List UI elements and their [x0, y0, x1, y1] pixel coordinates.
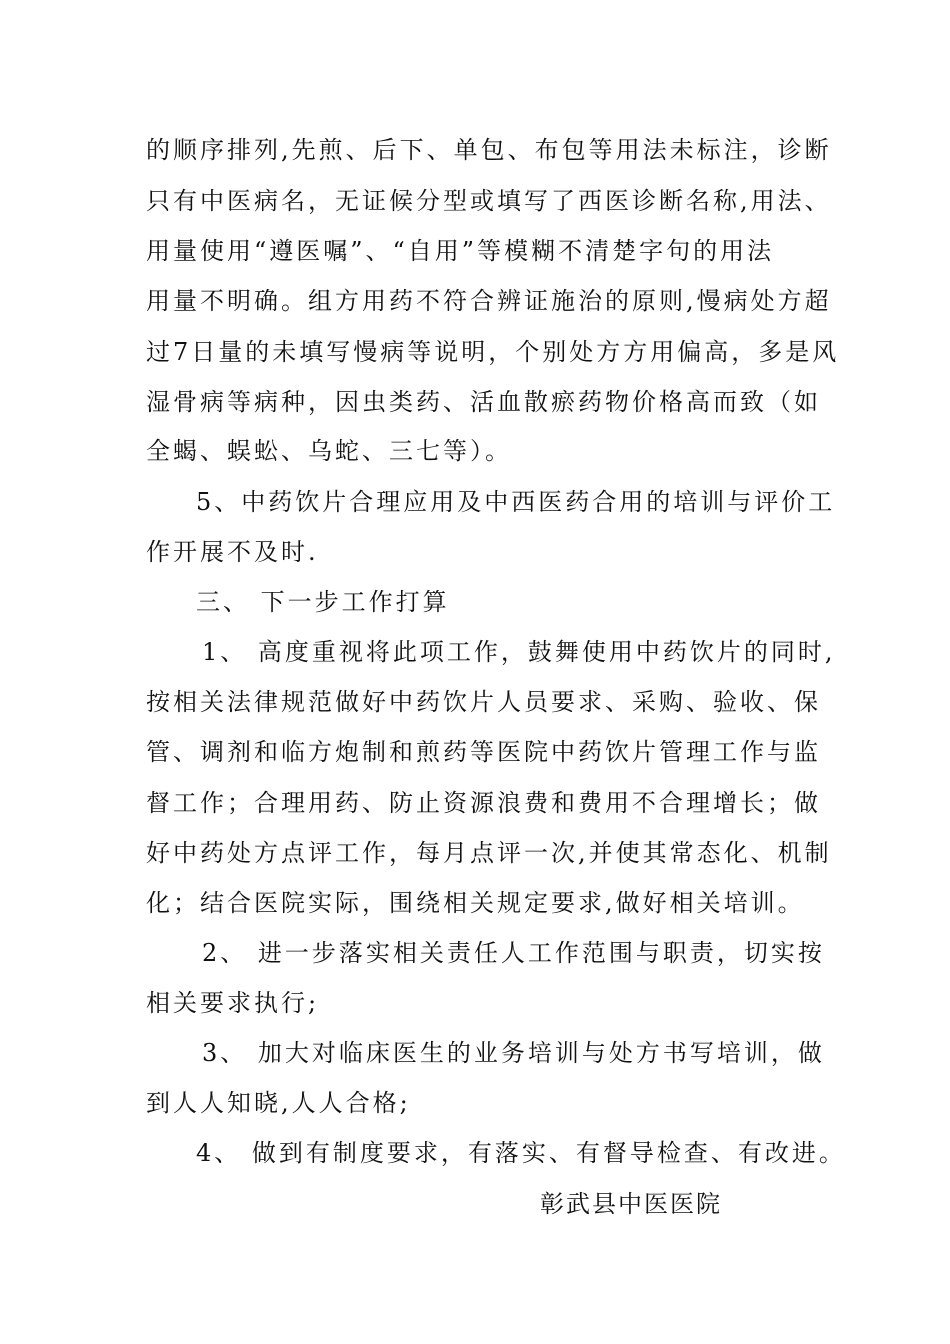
body-text-line: 湿骨病等病种，因虫类药、活血散瘀药物价格高而致（如 [146, 388, 821, 416]
body-text-line: 到人人知晓,人人合格; [146, 1089, 411, 1117]
body-text-line: 过7日量的未填写慢病等说明，个别处方方用偏高，多是风 [146, 338, 840, 366]
body-text-line: 按相关法律规范做好中药饮片人员要求、采购、验收、保 [146, 688, 821, 716]
body-text-line: 全蝎、蜈蚣、乌蛇、三七等）。 [146, 437, 512, 465]
body-text-line: 管、调剂和临方炮制和煎药等医院中药饮片管理工作与监 [146, 738, 821, 766]
signature: 彰武县中医医院 [540, 1190, 722, 1218]
body-text-line: 用量不明确。组方用药不符合辨证施治的原则,慢病处方超 [146, 287, 832, 315]
list-item-4: 4、 做到有制度要求，有落实、有督导检查、有改进。 [196, 1139, 846, 1167]
body-text-line: 只有中医病名，无证候分型或填写了西医诊断名称,用法、 [146, 187, 832, 215]
body-text-line: 好中药处方点评工作，每月点评一次,并使其常态化、机制 [146, 839, 832, 867]
body-text-line: 督工作；合理用药、防止资源浪费和费用不合理增长；做 [146, 789, 821, 817]
section-heading: 三、 下一步工作打算 [196, 588, 450, 616]
list-item-5: 5、中药饮片合理应用及中西医药合用的培训与评价工 [196, 488, 836, 516]
body-text-line: 用量使用“遵医嘱”、“自用”等模糊不清楚字句的用法 [146, 237, 775, 265]
body-text-line: 相关要求执行; [146, 989, 320, 1017]
body-text-line: 作开展不及时. [146, 538, 319, 566]
list-item-3: 3、 加大对临床医生的业务培训与处方书写培训，做 [202, 1039, 825, 1067]
body-text-line: 化；结合医院实际，围绕相关规定要求,做好相关培训。 [146, 889, 805, 917]
list-item-2: 2、 进一步落实相关责任人工作范围与职责，切实按 [202, 939, 825, 967]
body-text-line: 的顺序排列,先煎、后下、单包、布包等用法未标注，诊断 [146, 136, 832, 164]
list-item-1: 1、 高度重视将此项工作，鼓舞使用中药饮片的同时, [202, 638, 836, 666]
